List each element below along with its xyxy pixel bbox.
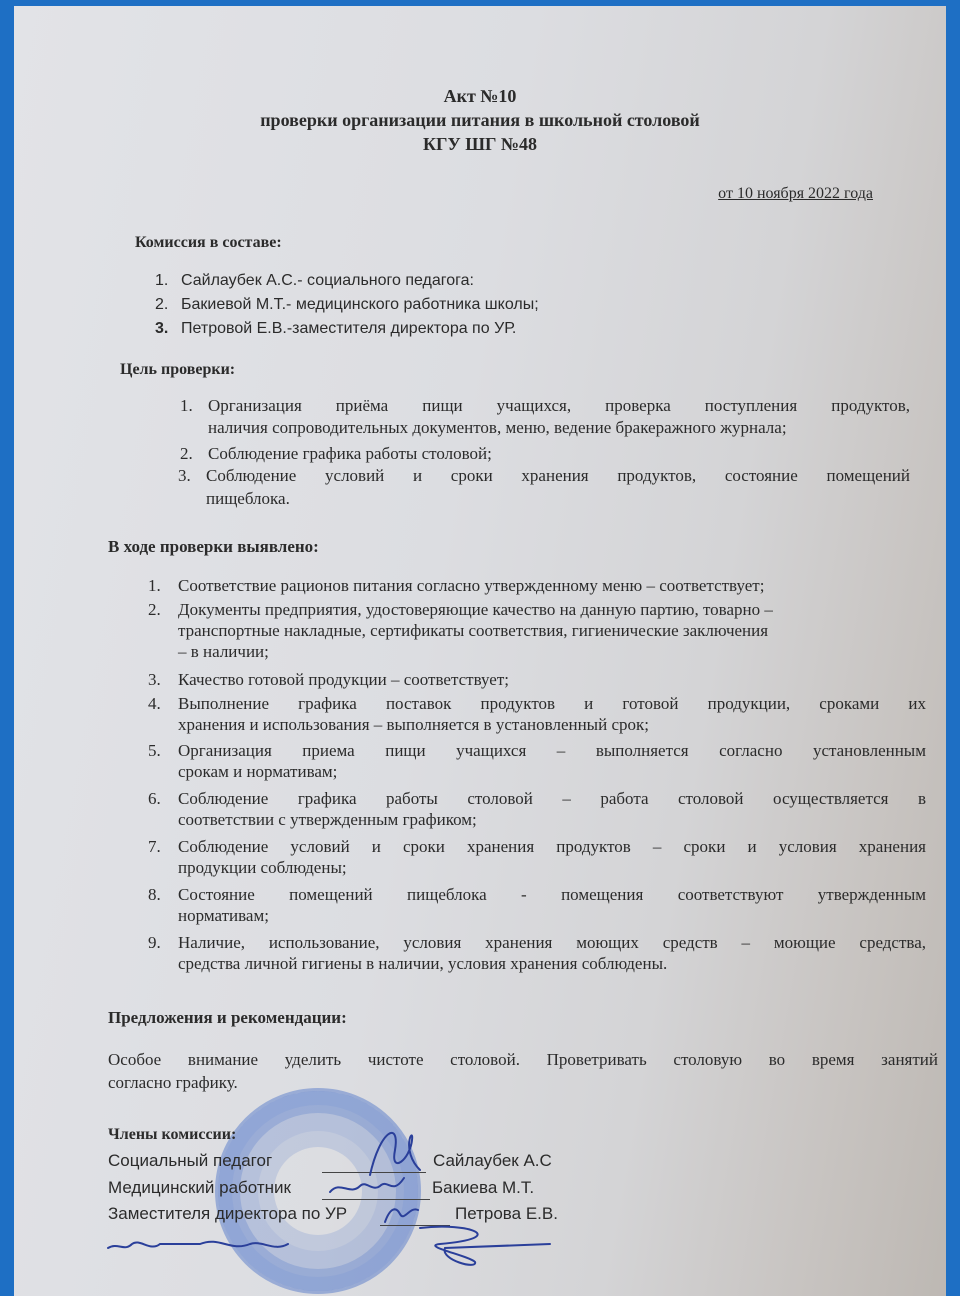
- signatory-name: Бакиева М.Т.: [432, 1178, 535, 1197]
- commission-heading: Комиссия в составе:: [135, 234, 282, 251]
- document-date: от 10 ноября 2022 года: [718, 185, 873, 202]
- finding-item: 5. Организация приема пищи учащихся – выполняется согласно установленным срокам и нормативам;: [148, 741, 926, 781]
- signatory-name: Петрова Е.В.: [455, 1204, 558, 1223]
- finding-item: 8. Состояние помещений пищеблока - помещения соответствуют утвержденным нормативам;: [148, 885, 926, 925]
- document-subtitle: проверки организации питания в школьной столовой: [260, 110, 700, 130]
- purpose-heading: Цель проверки:: [120, 361, 236, 378]
- purpose-item: 3. Соблюдение условий и сроки хранения продуктов, состояние помещений пищеблока.: [178, 466, 910, 508]
- finding-item: 1. Соответствие рационов питания согласно утвержденному меню – соответствует;: [148, 576, 765, 595]
- purpose-item: 1. Организация приёма пищи учащихся, проверка поступления продуктов, наличия сопроводительных документов, меню, ведение бракеражного журнала;: [180, 396, 910, 437]
- finding-item: 9. Наличие, использование, условия хранения моющих средств – моющие средства, средства личной гигиены в наличии, условия хранения соблюдены.: [148, 933, 926, 973]
- signature-role: Социальный педагог: [108, 1151, 273, 1170]
- commission-member: 3. Петровой Е.В.-заместителя директора по УР.: [155, 320, 517, 337]
- recommendations-heading: Предложения и рекомендации:: [108, 1008, 347, 1027]
- document-title: Акт №10: [443, 86, 517, 106]
- signatures-heading: Члены комиссии:: [108, 1126, 237, 1143]
- commission-member: 2. Бакиевой М.Т.- медицинского работника школы;: [155, 296, 539, 313]
- findings-heading: В ходе проверки выявлено:: [108, 537, 319, 556]
- finding-item: 2. Документы предприятия, удостоверяющие качество на данную партию, товарно – транспортные накладные, сертификаты соответствия, гигиенические заключения – в наличии;: [148, 600, 773, 661]
- signature-role: Медицинский работник: [108, 1178, 291, 1197]
- signatory-name: Сайлаубек А.С: [433, 1151, 552, 1170]
- signature-role: Заместителя директора по УР: [108, 1204, 348, 1223]
- commission-member: 1. Сайлаубек А.С.- социального педагога:: [155, 272, 474, 289]
- finding-item: 4. Выполнение графика поставок продуктов и готовой продукции, сроками их хранения и использования – выполняется в установленный срок;: [148, 694, 926, 734]
- school-name: КГУ ШГ №48: [422, 134, 538, 154]
- finding-item: 3. Качество готовой продукции – соответствует;: [148, 670, 509, 689]
- finding-item: 6. Соблюдение графика работы столовой – работа столовой осуществляется в соответствии с утвержденным графиком;: [148, 789, 926, 829]
- recommendations-text: Особое внимание уделить чистоте столовой. Проветривать столовую во время занятий согласно графику.: [108, 1050, 938, 1092]
- purpose-item: 2. Соблюдение графика работы столовой;: [180, 444, 492, 463]
- finding-item: 7. Соблюдение условий и сроки хранения продуктов – сроки и условия хранения продукции соблюдены;: [148, 837, 926, 877]
